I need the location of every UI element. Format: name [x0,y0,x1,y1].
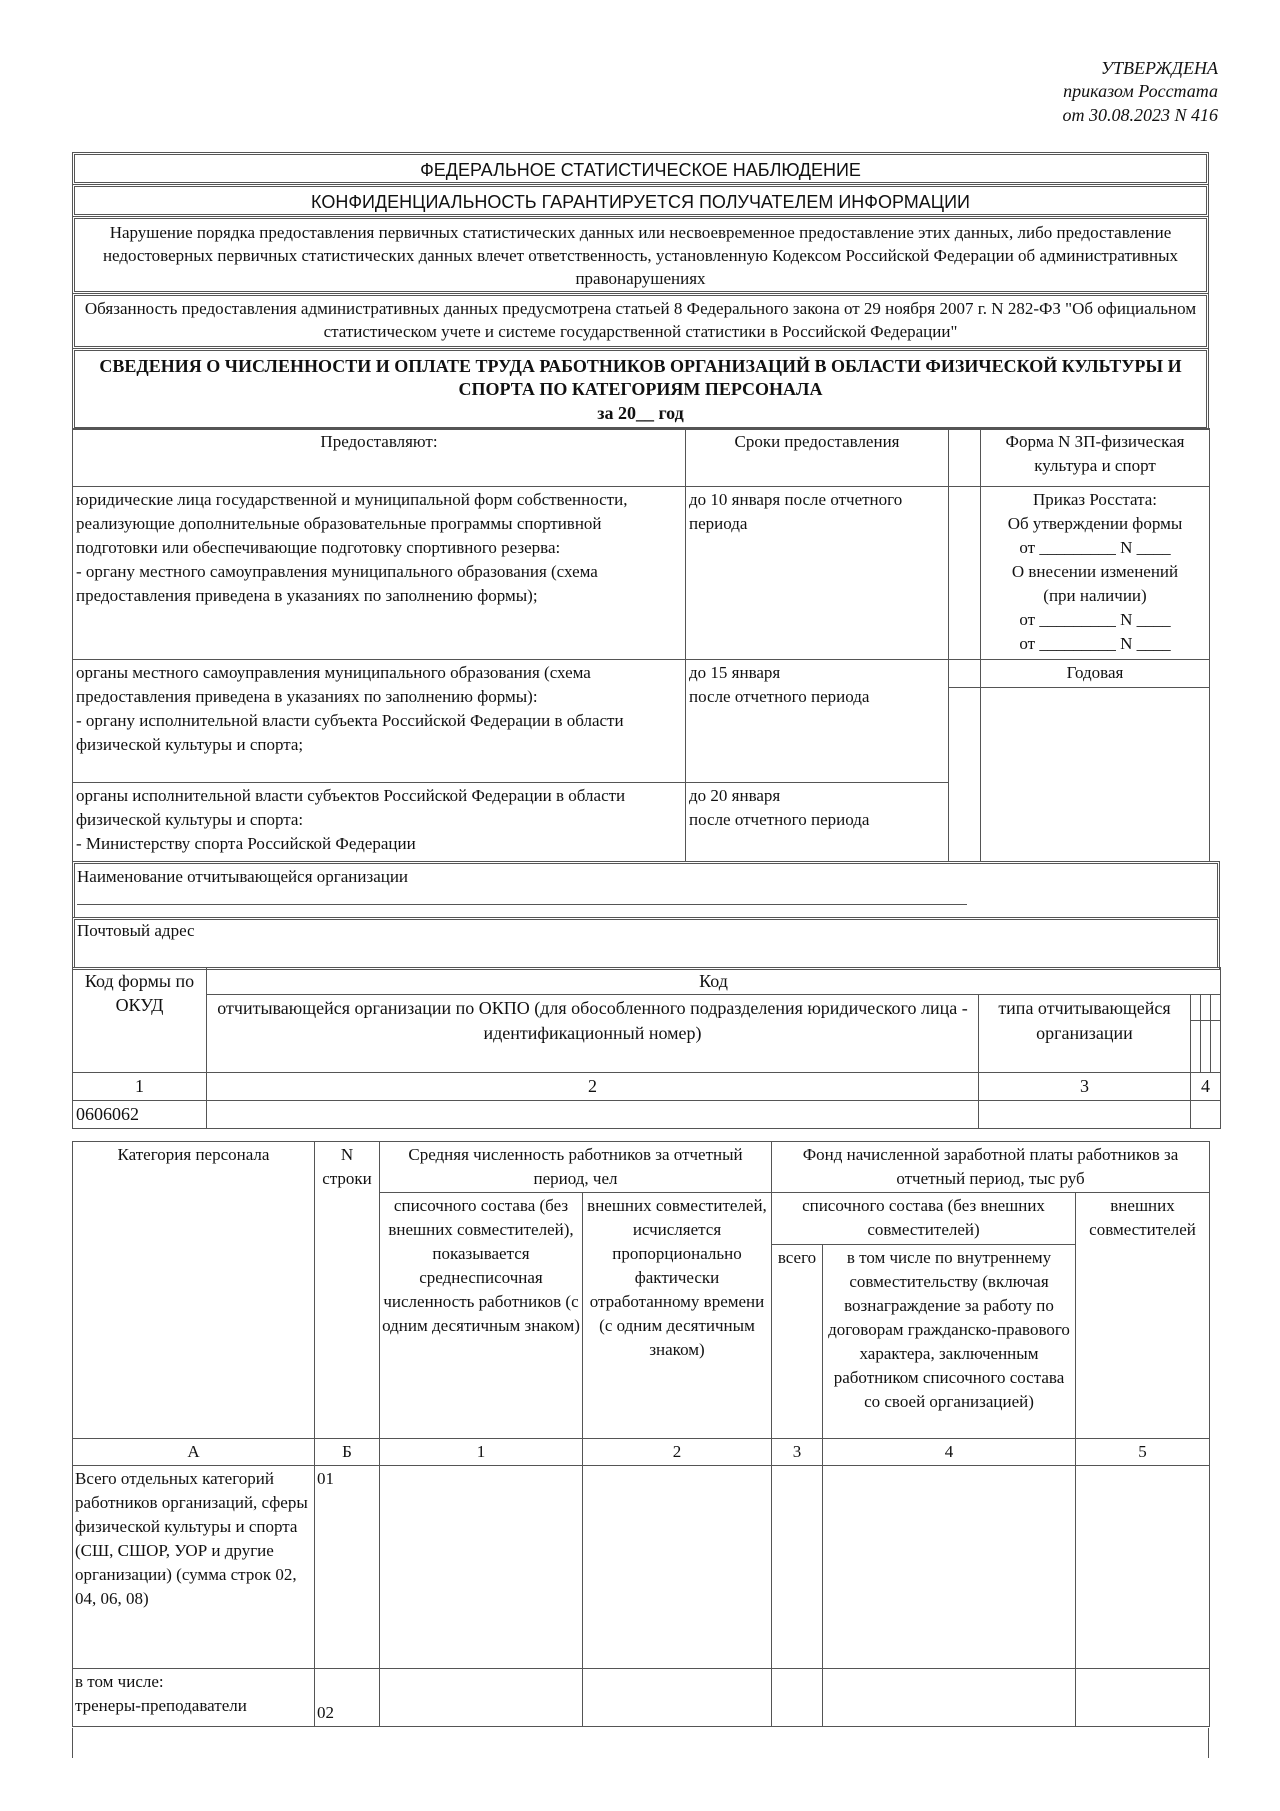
type-value-cell[interactable] [979,1101,1191,1129]
data-cell[interactable] [772,1466,823,1669]
header-line-number: N строки [315,1142,380,1439]
col-num-3: 3 [979,1073,1191,1101]
spacer-cell [949,487,981,660]
approval-line-2: приказом Росстата [1063,81,1218,102]
col-code-5: 5 [1076,1439,1210,1466]
okud-value: 0606062 [73,1101,207,1129]
provider-who-2: органы местного самоуправления муниципального образования (схема предоставления приведена в указаниях по заполнению формы): - органу исполнительной власти субъекта Российской Федерации в области физической культуры и спорта; [73,660,686,783]
form-period: за 20__ год [597,402,684,423]
type-code-cell[interactable] [1191,995,1201,1021]
col-num-2: 2 [207,1073,979,1101]
organization-block [72,861,1220,970]
underline [77,904,967,905]
organization-name-field[interactable] [72,861,1220,917]
obligation-notice: Обязанность предоставления административных данных предусмотрена статьей 8 Федерального закона от 29 ноября 2007 г. N 282-ФЗ "Об официальном статистическом учете и системе государственной статистики в Российской Федерации" [72,293,1209,349]
data-cell[interactable] [583,1466,772,1669]
main-data-table [72,1141,1210,1727]
provider-when-1: до 10 января после отчетного периода [686,487,949,660]
data-cell[interactable] [583,1669,772,1727]
table-row [73,1466,1210,1669]
provider-when-2: до 15 января после отчетного периода [686,660,949,783]
postal-address-label: Почтовый адрес [77,921,195,940]
approval-line-1: УТВЕРЖДЕНА [1100,58,1218,78]
federal-observation-banner: ФЕДЕРАЛЬНОЕ СТАТИСТИЧЕСКОЕ НАБЛЮДЕНИЕ [72,152,1209,185]
code-value-cell[interactable] [1191,1101,1221,1129]
spacer-cell [949,429,981,487]
provider-who-1: юридические лица государственной и муниципальной форм собственности, реализующие дополнительные образовательные программы спортивной подготовки или обеспечивающие подготовку спортивного резерва: - органу местного самоуправления муниципального образования (схема предоставления приведена в указаниях по заполнению формы); [73,487,686,660]
empty-cell [981,688,1210,862]
provider-when-3: до 20 января после отчетного периода [686,783,949,862]
col-code-1: 1 [380,1439,583,1466]
providers-col-when: Сроки предоставления [686,429,949,487]
header-fund-external: внешних совместителей [1076,1193,1210,1439]
col-num-4: 4 [1191,1073,1221,1101]
header-wage-fund: Фонд начисленной заработной платы работников за отчетный период, тыс руб [772,1142,1210,1193]
confidentiality-banner: КОНФИДЕНЦИАЛЬНОСТЬ ГАРАНТИРУЕТСЯ ПОЛУЧАТЕЛЕМ ИНФОРМАЦИИ [72,184,1209,217]
header-avg-external: внешних совместителей, исчисляется пропорционально фактически отработанному времени (с одним десятичным знаком) [583,1193,772,1439]
header-average-headcount: Средняя численность работников за отчетный период, чел [380,1142,772,1193]
data-cell[interactable] [380,1669,583,1727]
organization-name-label: Наименование отчитывающейся организации [77,867,409,886]
approval-line-3: от 30.08.2023 N 416 [1062,104,1218,125]
row-line-number: 02 [315,1669,380,1727]
periodicity: Годовая [981,660,1210,688]
providers-col-form: Форма N ЗП-физическая культура и спорт [981,429,1210,487]
okpo-value-cell[interactable] [207,1101,979,1129]
col-num-1: 1 [73,1073,207,1101]
col-code-4: 4 [823,1439,1076,1466]
providers-table [72,428,1210,862]
col-code-2: 2 [583,1439,772,1466]
type-code-cell[interactable] [1191,1021,1201,1073]
table-continuation [72,1728,1209,1758]
header-avg-list-staff: списочного состава (без внешних совместителей), показывается среднесписочная численность работников (с одним десятичным знаком) [380,1193,583,1439]
col-code-3: 3 [772,1439,823,1466]
violation-notice: Нарушение порядка предоставления первичных статистических данных или несвоевременное предоставление этих данных, либо предоставление недостоверных первичных статистических данных влечет ответственность, установленную Кодексом Российской Федерации об административных правонарушениях [72,216,1209,294]
approval-stamp [1062,57,1218,127]
spacer-cell [949,660,981,688]
row-category: в том числе: тренеры-преподаватели [73,1669,315,1727]
table-row [73,1669,1210,1727]
code-label: Код [207,968,1221,995]
okud-label: Код формы по ОКУД [73,968,207,1073]
data-cell[interactable] [380,1466,583,1669]
postal-address-field[interactable] [72,917,1220,970]
okpo-label: отчитывающейся организации по ОКПО (для обособленного подразделения юридического лица - идентификационный номер) [207,995,979,1073]
data-cell[interactable] [1076,1466,1210,1669]
type-code-cell[interactable] [1211,995,1221,1021]
col-code-a: А [73,1439,315,1466]
type-label: типа отчитывающейся организации [979,995,1191,1073]
form-title-block [72,348,1209,430]
data-cell[interactable] [823,1669,1076,1727]
form-title: СВЕДЕНИЯ О ЧИСЛЕННОСТИ И ОПЛАТЕ ТРУДА РАБОТНИКОВ ОРГАНИЗАЦИЙ В ОБЛАСТИ ФИЗИЧЕСКОЙ КУЛЬТУРЫ И СПОРТА ПО КАТЕГОРИЯМ ПЕРСОНАЛА [99,356,1182,400]
order-info: Приказ Росстата: Об утверждении формы от _________ N ____ О внесении изменений (при наличии) от _________ N ____ от _________ N ____ [981,487,1210,660]
data-cell[interactable] [772,1669,823,1727]
col-code-b: Б [315,1439,380,1466]
header-category: Категория персонала [73,1142,315,1439]
type-code-cell[interactable] [1201,1021,1211,1073]
header-total: всего [772,1245,823,1439]
data-cell[interactable] [823,1466,1076,1669]
provider-who-3: органы исполнительной власти субъектов Российской Федерации в области физической культуры и спорта: - Министерству спорта Российской Федерации [73,783,686,862]
row-line-number: 01 [315,1466,380,1669]
type-code-cell[interactable] [1201,995,1211,1021]
data-cell[interactable] [1076,1669,1210,1727]
codes-table [72,967,1221,1129]
type-code-cell[interactable] [1211,1021,1221,1073]
row-category: Всего отдельных категорий работников организаций, сферы физической культуры и спорта (СШ, СШОР, УОР и другие организации) (сумма строк 02, 04, 06, 08) [73,1466,315,1669]
providers-col-who: Предоставляют: [73,429,686,487]
header-including-internal: в том числе по внутреннему совместительству (включая вознаграждение за работу по договорам гражданско-правового характера, заключенным работником списочного состава со своей организацией) [823,1245,1076,1439]
header-fund-list-staff: списочного состава (без внешних совместителей) [772,1193,1076,1245]
spacer-cell [949,688,981,862]
